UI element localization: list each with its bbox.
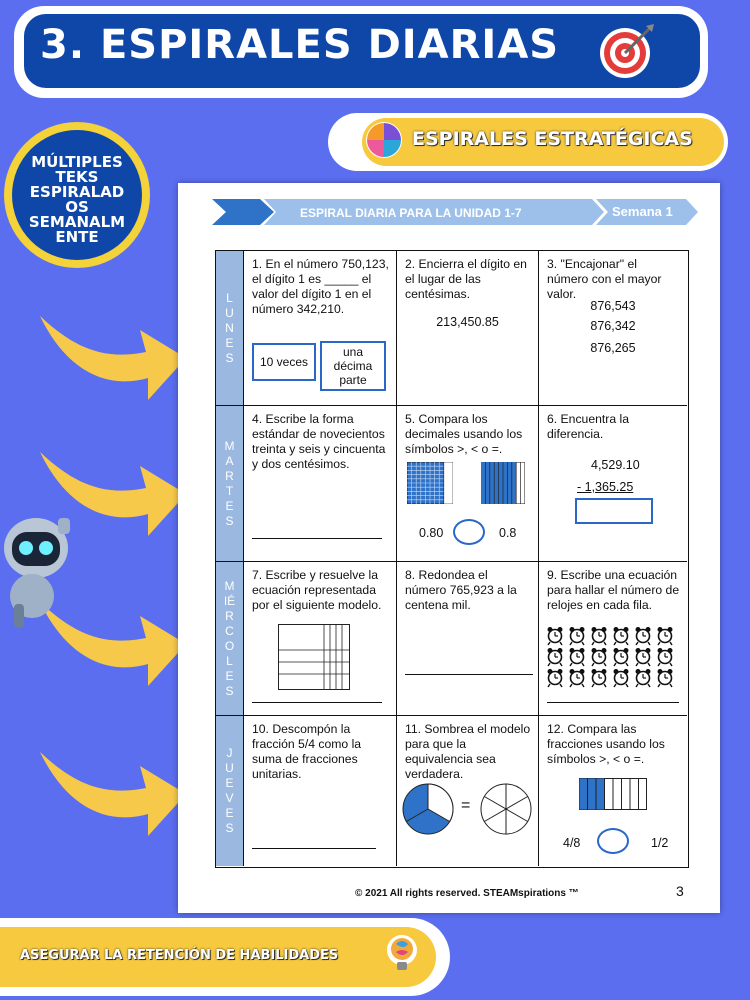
problem-text: 2. Encierra el dígito en el lugar de las centésimas. <box>405 257 527 301</box>
badge-line: ENTE <box>55 228 99 246</box>
number-value: 876,265 <box>590 341 636 355</box>
answer-line <box>405 674 533 675</box>
problem-text: 8. Redondea el número 765,923 a la centena mil. <box>405 568 517 612</box>
problem-5 <box>397 406 539 562</box>
lightbulb-icon <box>382 932 422 976</box>
day-label: MARTES <box>224 438 235 528</box>
problem-2 <box>397 251 539 406</box>
shaded-thirds-circle <box>401 782 455 836</box>
badge-line: ESPIRALAD <box>29 183 125 201</box>
spiral-grid <box>215 250 689 868</box>
answer-line <box>252 848 376 849</box>
badge-line: MÚLTIPLES <box>31 153 123 171</box>
compare-right-value: 1/2 <box>651 836 669 850</box>
problem-4 <box>244 406 397 562</box>
badge-line: OS <box>65 198 89 216</box>
problem-text: 4. Escribe la forma estándar de novecientos treinta y seis y cincuenta y dos centésimos. <box>252 412 386 471</box>
sixths-circle[interactable] <box>479 782 533 836</box>
fraction-bar-model <box>579 778 647 810</box>
retention-label: ASEGURAR LA RETENCIÓN DE HABILIDADES <box>20 948 339 963</box>
week-label: Semana 1 <box>612 204 673 219</box>
problem-6 <box>539 406 687 562</box>
answer-box[interactable] <box>575 498 653 524</box>
equals-sign: = <box>461 797 471 814</box>
problem-text: 1. En el número 750,123, el dígito 1 es _____ el valor del dígito 1 en el número 342,210. <box>252 257 389 316</box>
day-label: JUEVES <box>225 746 234 835</box>
answer-line <box>252 538 382 539</box>
alarm-clocks-icon <box>547 626 679 688</box>
day-cell-thursday <box>216 716 244 866</box>
day-cell-wednesday <box>216 562 244 716</box>
day-label: LUNES <box>225 290 234 365</box>
number-value: 876,342 <box>590 319 636 333</box>
teks-badge-text <box>16 155 138 245</box>
problem-text: 11. Sombrea el modelo para que la equivalencia sea verdadera. <box>405 722 531 781</box>
problem-text: 3. "Encajonar" el número con el mayor valor. <box>547 257 662 301</box>
strategic-spirals-label: ESPIRALES ESTRATÉGICAS <box>412 128 693 150</box>
problem-text: 5. Compara los decimales usando los símbolos >, < o =. <box>405 412 523 456</box>
quad-chart-icon <box>362 118 406 162</box>
option-box: 10 veces <box>252 343 316 381</box>
problem-text: 7. Escribe y resuelve la ecuación representada por el siguiente modelo. <box>252 568 382 612</box>
badge-line: TEKS <box>55 168 99 186</box>
number-value: 876,543 <box>590 299 636 313</box>
badge-line: SEMANALM <box>28 213 126 231</box>
compare-circle[interactable] <box>453 519 485 545</box>
arrow-icon <box>36 300 186 420</box>
day-cell-monday <box>216 251 244 406</box>
compare-circle[interactable] <box>597 828 629 854</box>
minuend: 4,529.10 <box>591 458 640 472</box>
area-model <box>278 624 350 690</box>
problem-text: 6. Encuentra la diferencia. <box>547 412 629 441</box>
compare-left-value: 0.80 <box>419 526 444 540</box>
problem-7 <box>244 562 397 716</box>
problem-1 <box>244 251 397 406</box>
problem-text: 12. Compara las fracciones usando los símbolos >, < o =. <box>547 722 665 766</box>
page-title: 3. ESPIRALES DIARIAS <box>40 22 560 68</box>
problem-text: 10. Descompón la fracción 5/4 como la suma de fracciones unitarias. <box>252 722 362 781</box>
problem-10 <box>244 716 397 866</box>
problem-3 <box>539 251 687 406</box>
robot-mascot-icon <box>0 508 82 628</box>
problem-8 <box>397 562 539 716</box>
answer-line <box>547 702 679 703</box>
tenths-model <box>481 462 525 504</box>
problem-11 <box>397 716 539 866</box>
worksheet-title: ESPIRAL DIARIA PARA LA UNIDAD 1-7 <box>300 206 522 220</box>
page-number: 3 <box>676 883 684 899</box>
day-cell-tuesday <box>216 406 244 562</box>
number-value: 213,450.85 <box>436 315 499 329</box>
answer-line <box>252 702 382 703</box>
day-label: MIÉRCOLES <box>223 578 236 698</box>
compare-right-value: 0.8 <box>499 526 517 540</box>
option-box: una décima parte <box>320 341 386 391</box>
problem-9 <box>539 562 687 716</box>
compare-left-value: 4/8 <box>563 836 581 850</box>
problem-text: 9. Escribe una ecuación para hallar el número de relojes en cada fila. <box>547 568 680 612</box>
hundred-grid-model <box>407 462 453 504</box>
copyright-footer: © 2021 All rights reserved. STEAMspirations ™ <box>355 888 579 899</box>
subtrahend: - 1,365.25 <box>577 480 634 494</box>
problem-12 <box>539 716 687 866</box>
target-icon <box>598 22 656 80</box>
arrow-icon <box>36 736 186 856</box>
